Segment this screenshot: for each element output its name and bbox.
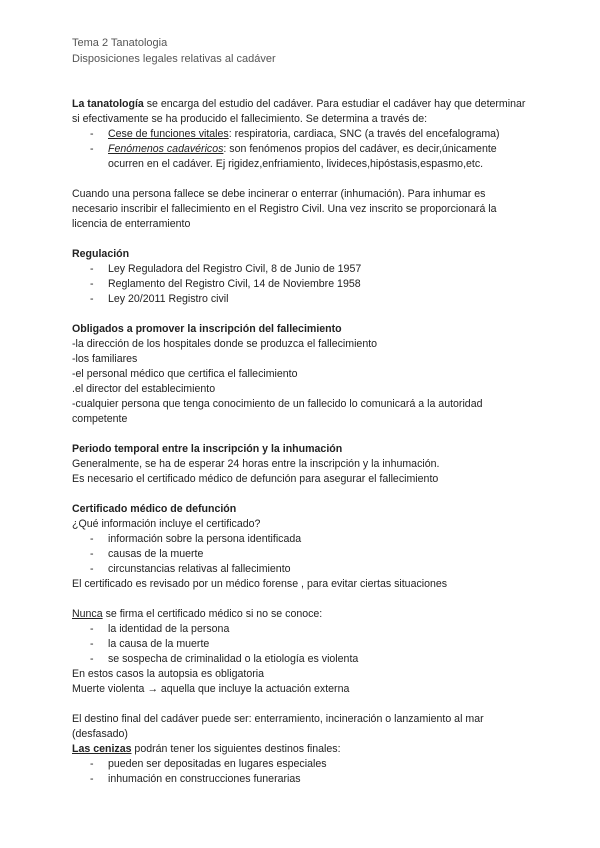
list-item-term: Fenómenos cadavéricos bbox=[108, 143, 224, 155]
intro-paragraph bbox=[72, 97, 532, 127]
intro-list bbox=[72, 127, 532, 172]
nunca-text: se firma el certificado médico si no se conoce: bbox=[102, 608, 323, 620]
obligados-line: -cualquier persona que tenga conocimiento de un fallecido lo comunicará a la autoridad competente bbox=[72, 398, 483, 425]
list-item: - causas de la muerte bbox=[72, 547, 532, 562]
list-item: - circunstancias relativas al fallecimiento bbox=[72, 562, 532, 577]
inhumar-paragraph: Cuando una persona fallece se debe incinerar o enterrar (inhumación). Para inhumar es necesario inscribir el fallecimiento en el Registro Civil. Una vez inscrito se proporcionará la licencia de enterramiento bbox=[72, 188, 497, 230]
list-item: - pueden ser depositadas en lugares especiales bbox=[72, 757, 532, 772]
cenizas-word: Las cenizas bbox=[72, 743, 132, 755]
obligados-line: -los familiares bbox=[72, 353, 138, 365]
list-item bbox=[72, 127, 532, 142]
list-item: - Ley Reguladora del Registro Civil, 8 de Junio de 1957 bbox=[72, 262, 532, 277]
periodo-line: Generalmente, se ha de esperar 24 horas entre la inscripción y la inhumación. bbox=[72, 458, 440, 470]
list-item-text: : son fenómenos propios del cadáver, es decir,únicamente ocurren en el cadáver. Ej rigidez,enfriamiento, livideces,hipóstasis,espasmo,etc. bbox=[108, 143, 497, 170]
list-item: - información sobre la persona identificada bbox=[72, 532, 532, 547]
list-item: - la causa de la muerte bbox=[72, 637, 532, 652]
list-item: - Ley 20/2011 Registro civil bbox=[72, 292, 532, 307]
header-line-1: Tema 2 Tanatologia bbox=[72, 37, 168, 49]
section-title-obligados: Obligados a promover la inscripción del fallecimiento bbox=[72, 323, 342, 335]
list-item: - se sospecha de criminalidad o la etiología es violenta bbox=[72, 652, 532, 667]
obligados-line: -la dirección de los hospitales donde se produzca el fallecimiento bbox=[72, 338, 378, 350]
destino-paragraph: El destino final del cadáver puede ser: enterramiento, incineración o lanzamiento al mar (desfasado) bbox=[72, 713, 484, 740]
list-item: - Reglamento del Registro Civil, 14 de Noviembre 1958 bbox=[72, 277, 532, 292]
cenizas-text: podrán tener los siguientes destinos finales: bbox=[131, 743, 341, 755]
list-item bbox=[72, 142, 532, 172]
intro-text: se encarga del estudio del cadáver. Para estudiar el cadáver hay que determinar si efectivamente se ha producido el fallecimiento. Se determina a través de: bbox=[72, 98, 526, 125]
intro-bold-term: La tanatología bbox=[72, 98, 144, 110]
obligados-line: .el director del establecimiento bbox=[72, 383, 216, 395]
certificado-question: ¿Qué información incluye el certificado? bbox=[72, 518, 261, 530]
list-item-text: : respiratoria, cardiaca, SNC (a través del encefalograma) bbox=[228, 128, 500, 140]
obligados-line: -el personal médico que certifica el fallecimiento bbox=[72, 368, 298, 380]
periodo-line: Es necesario el certificado médico de defunción para asegurar el fallecimiento bbox=[72, 473, 439, 485]
nunca-paragraph bbox=[72, 607, 532, 622]
nunca-after-1: En estos casos la autopsia es obligatoria bbox=[72, 668, 264, 680]
header-line-2: Disposiciones legales relativas al cadáver bbox=[72, 53, 276, 65]
section-title-periodo: Periodo temporal entre la inscripción y la inhumación bbox=[72, 443, 343, 455]
document-body bbox=[72, 97, 532, 787]
nunca-list bbox=[72, 622, 532, 667]
certificado-after: El certificado es revisado por un médico forense , para evitar ciertas situaciones bbox=[72, 578, 448, 590]
nunca-after-2: Muerte violenta → aquella que incluye la actuación externa bbox=[72, 683, 350, 695]
list-item-term: Cese de funciones vitales bbox=[108, 128, 229, 140]
list-item: - inhumación en construcciones funerarias bbox=[72, 772, 532, 787]
nunca-word: Nunca bbox=[72, 608, 103, 620]
list-item: - la identidad de la persona bbox=[72, 622, 532, 637]
cenizas-list bbox=[72, 757, 532, 787]
certificado-list bbox=[72, 532, 532, 577]
regulacion-list bbox=[72, 262, 532, 307]
section-title-regulacion: Regulación bbox=[72, 248, 130, 260]
cenizas-paragraph bbox=[72, 742, 532, 757]
section-title-certificado: Certificado médico de defunción bbox=[72, 503, 237, 515]
